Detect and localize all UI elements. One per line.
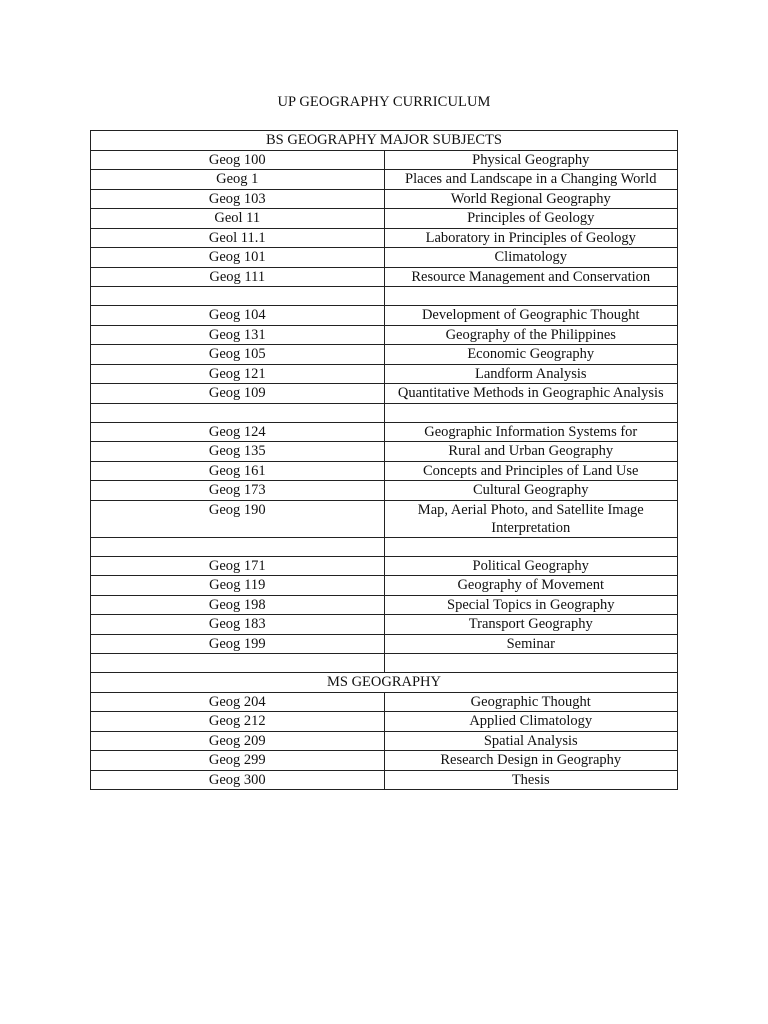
course-code: Geog 109 [91, 384, 385, 404]
course-row [91, 228, 678, 248]
course-title: Map, Aerial Photo, and Satellite Image Interpretation [384, 500, 678, 537]
course-row [91, 422, 678, 442]
course-code: Geol 11.1 [91, 228, 385, 248]
course-code: Geol 11 [91, 209, 385, 229]
course-code: Geog 105 [91, 345, 385, 365]
course-row [91, 576, 678, 596]
course-row [91, 461, 678, 481]
course-code: Geog 104 [91, 306, 385, 326]
course-code: Geog 124 [91, 422, 385, 442]
course-row [91, 248, 678, 268]
course-row [91, 481, 678, 501]
course-title: Physical Geography [384, 150, 678, 170]
course-code: Geog 299 [91, 751, 385, 771]
section-heading: MS GEOGRAPHY [91, 673, 678, 693]
course-code: Geog 300 [91, 770, 385, 790]
course-row [91, 731, 678, 751]
course-row [91, 634, 678, 654]
course-code: Geog 190 [91, 500, 385, 537]
course-row [91, 615, 678, 635]
course-code: Geog 121 [91, 364, 385, 384]
course-row [91, 267, 678, 287]
empty-cell [91, 287, 385, 306]
course-title: Development of Geographic Thought [384, 306, 678, 326]
course-code: Geog 101 [91, 248, 385, 268]
course-code: Geog 131 [91, 325, 385, 345]
document-title: UP GEOGRAPHY CURRICULUM [277, 94, 491, 110]
course-title: Quantitative Methods in Geographic Analysis [384, 384, 678, 404]
course-row [91, 712, 678, 732]
course-title: Resource Management and Conservation [384, 267, 678, 287]
course-title: Geography of the Philippines [384, 325, 678, 345]
course-title: Economic Geography [384, 345, 678, 365]
course-row [91, 325, 678, 345]
course-title: Laboratory in Principles of Geology [384, 228, 678, 248]
course-title: Geographic Thought [384, 692, 678, 712]
course-title: Research Design in Geography [384, 751, 678, 771]
course-code: Geog 100 [91, 150, 385, 170]
course-row [91, 170, 678, 190]
course-row [91, 364, 678, 384]
curriculum-table [90, 130, 678, 790]
course-code: Geog 199 [91, 634, 385, 654]
course-row [91, 150, 678, 170]
course-title: Special Topics in Geography [384, 595, 678, 615]
curriculum-table-body [91, 131, 678, 790]
course-row [91, 189, 678, 209]
course-row [91, 306, 678, 326]
course-title: Places and Landscape in a Changing World [384, 170, 678, 190]
blank-separator-row [91, 403, 678, 422]
course-code: Geog 111 [91, 267, 385, 287]
course-code: Geog 209 [91, 731, 385, 751]
course-code: Geog 173 [91, 481, 385, 501]
empty-cell [91, 537, 385, 556]
empty-cell [384, 287, 678, 306]
course-row [91, 595, 678, 615]
blank-separator-row [91, 287, 678, 306]
blank-separator-row [91, 537, 678, 556]
course-code: Geog 1 [91, 170, 385, 190]
course-title: World Regional Geography [384, 189, 678, 209]
course-code: Geog 119 [91, 576, 385, 596]
course-code: Geog 204 [91, 692, 385, 712]
course-title: Cultural Geography [384, 481, 678, 501]
course-title: Seminar [384, 634, 678, 654]
blank-separator-row [91, 654, 678, 673]
course-title: Concepts and Principles of Land Use [384, 461, 678, 481]
course-row [91, 500, 678, 537]
course-code: Geog 183 [91, 615, 385, 635]
course-row [91, 384, 678, 404]
empty-cell [384, 537, 678, 556]
course-title: Political Geography [384, 556, 678, 576]
course-code: Geog 212 [91, 712, 385, 732]
course-code: Geog 161 [91, 461, 385, 481]
course-code: Geog 171 [91, 556, 385, 576]
course-title: Rural and Urban Geography [384, 442, 678, 462]
course-row [91, 770, 678, 790]
course-row [91, 751, 678, 771]
course-code: Geog 135 [91, 442, 385, 462]
course-code: Geog 198 [91, 595, 385, 615]
course-title: Landform Analysis [384, 364, 678, 384]
course-code: Geog 103 [91, 189, 385, 209]
course-row [91, 345, 678, 365]
course-row [91, 209, 678, 229]
course-title: Geographic Information Systems for [384, 422, 678, 442]
section-heading-row [91, 673, 678, 693]
course-row [91, 692, 678, 712]
empty-cell [91, 403, 385, 422]
empty-cell [384, 403, 678, 422]
course-row [91, 442, 678, 462]
empty-cell [91, 654, 385, 673]
course-title: Spatial Analysis [384, 731, 678, 751]
course-row [91, 556, 678, 576]
course-title: Climatology [384, 248, 678, 268]
course-title: Applied Climatology [384, 712, 678, 732]
course-title: Thesis [384, 770, 678, 790]
course-title: Transport Geography [384, 615, 678, 635]
section-heading-row [91, 131, 678, 151]
empty-cell [384, 654, 678, 673]
section-heading: BS GEOGRAPHY MAJOR SUBJECTS [91, 131, 678, 151]
course-title: Principles of Geology [384, 209, 678, 229]
course-title: Geography of Movement [384, 576, 678, 596]
